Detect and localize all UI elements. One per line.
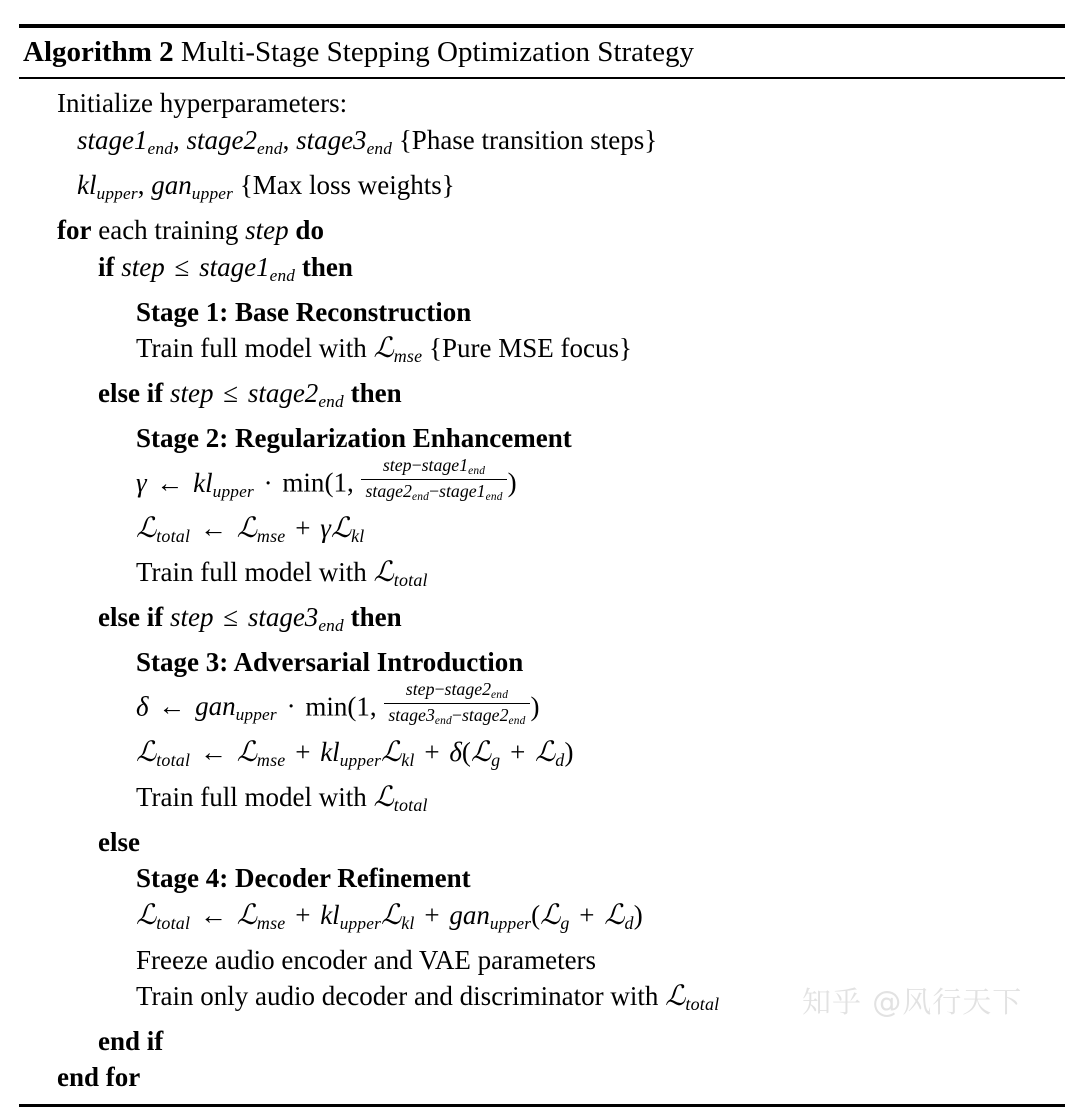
symbol-stage3end: $stage3_{end}$ bbox=[296, 124, 393, 158]
operator-arrow-5: ← bbox=[199, 899, 227, 930]
line-end-for bbox=[19, 1059, 1065, 1096]
comma-2: , bbox=[282, 124, 290, 155]
line-stage4-title bbox=[19, 860, 1065, 897]
keyword-for: for bbox=[57, 215, 92, 246]
symbol-stage2end-cond: $stage2_{end}$ bbox=[247, 378, 344, 411]
lparen-1: ( bbox=[324, 467, 334, 498]
comma-3: , bbox=[137, 169, 145, 200]
stage1-train-text: Train full model with bbox=[136, 333, 367, 364]
line-stage1-title bbox=[19, 294, 1065, 331]
init-stages-comment: {Phase transition steps} bbox=[398, 124, 658, 155]
symbol-stage1end: $stage1_{end}$ bbox=[77, 124, 174, 158]
init-weights-comment: {Max loss weights} bbox=[239, 169, 455, 200]
symbol-ganupper: gan$_{upper}$ bbox=[151, 169, 234, 203]
stage4-train-text: Train only audio decoder and discriminator with bbox=[136, 981, 659, 1012]
symbol-Ld-2: ℒ$_d$ bbox=[604, 899, 634, 933]
fraction-denominator: $stage2_{end}-stage1_{end}$ bbox=[365, 481, 503, 504]
line-stage4-loss bbox=[19, 897, 1065, 942]
lparen-3: ( bbox=[461, 736, 471, 767]
line-stage2-loss bbox=[19, 510, 1065, 555]
comma-5: , bbox=[369, 691, 377, 722]
keyword-elseif-1: else if bbox=[98, 378, 164, 409]
line-elseif-stage2 bbox=[19, 375, 1065, 420]
line-for bbox=[19, 212, 1065, 249]
symbol-step-2: step bbox=[169, 378, 214, 409]
symbol-step-3: step bbox=[169, 601, 214, 632]
line-init-weights bbox=[19, 167, 1065, 212]
line-stage3-train bbox=[19, 779, 1065, 824]
line-stage4-freeze bbox=[19, 942, 1065, 979]
symbol-gamma-coeff: γ bbox=[320, 512, 331, 543]
symbol-Lkl-2: ℒ$_{kl}$ bbox=[380, 736, 415, 770]
fraction-numerator: $step-stage2_{end}$ bbox=[384, 679, 529, 704]
algorithm-label: Algorithm 2 bbox=[23, 36, 174, 68]
symbol-Lmse-2: ℒ$_{mse}$ bbox=[236, 512, 286, 546]
algorithm-body bbox=[19, 79, 1065, 1100]
operator-plus-7: + bbox=[579, 899, 595, 930]
stage3-title-text: Stage 3: Adversarial Introduction bbox=[136, 647, 524, 678]
symbol-step-1: step bbox=[121, 251, 165, 282]
fraction-numerator: $step-stage1_{end}$ bbox=[361, 455, 506, 480]
watermark: 知乎 @风行天下 bbox=[802, 985, 1023, 1019]
keyword-end-if: end if bbox=[98, 1025, 164, 1056]
fraction-stage2-ramp bbox=[361, 455, 506, 504]
symbol-Ltotal-2: ℒ$_{total}$ bbox=[373, 557, 428, 591]
stage4-title-text: Stage 4: Decoder Refinement bbox=[136, 863, 471, 894]
operator-leq-3: ≤ bbox=[223, 601, 239, 632]
stage3-train-text: Train full model with bbox=[136, 782, 367, 813]
operator-plus-3: + bbox=[424, 736, 440, 767]
function-min-1: min bbox=[282, 467, 325, 498]
rparen-2: ) bbox=[530, 691, 540, 722]
keyword-if: if bbox=[98, 251, 115, 282]
symbol-Lmse-4: ℒ$_{mse}$ bbox=[236, 899, 286, 933]
symbol-Lmse-1: ℒ$_{mse}$ bbox=[373, 333, 423, 367]
symbol-Lmse-3: ℒ$_{mse}$ bbox=[236, 736, 286, 770]
keyword-then-2: then bbox=[350, 378, 402, 409]
line-else bbox=[19, 824, 1065, 861]
line-stage2-title bbox=[19, 420, 1065, 457]
symbol-klupper-gamma: $kl_{upper}$ bbox=[193, 467, 254, 501]
keyword-then-3: then bbox=[350, 601, 402, 632]
symbol-Lkl-1: ℒ$_{kl}$ bbox=[330, 512, 365, 546]
fraction-stage3-ramp bbox=[384, 679, 529, 728]
symbol-ganupper-s4: gan$_{upper}$ bbox=[449, 899, 532, 933]
line-stage3-loss bbox=[19, 734, 1065, 779]
symbol-klupper: $kl_{upper}$ bbox=[77, 169, 138, 203]
stage4-freeze-text: Freeze audio encoder and VAE parameters bbox=[136, 944, 597, 975]
symbol-Ltotal-4: ℒ$_{total}$ bbox=[373, 782, 428, 816]
line-init-header bbox=[19, 85, 1065, 122]
symbol-delta-coeff: δ bbox=[449, 736, 462, 767]
line-stage2-gamma bbox=[19, 457, 1065, 510]
line-stage3-delta bbox=[19, 678, 1065, 734]
symbol-stage1end-cond: $stage1_{end}$ bbox=[199, 251, 296, 285]
for-text: each training bbox=[98, 215, 239, 246]
line-init-stages bbox=[19, 122, 1065, 167]
line-end-if bbox=[19, 1023, 1065, 1060]
symbol-stage2end: $stage2_{end}$ bbox=[186, 124, 283, 158]
line-if-stage1 bbox=[19, 249, 1065, 294]
symbol-Ld-1: ℒ$_d$ bbox=[535, 736, 565, 770]
symbol-Ltotal-3: ℒ$_{total}$ bbox=[136, 736, 191, 770]
lparen-4: ( bbox=[531, 899, 541, 930]
line-stage3-title bbox=[19, 644, 1065, 681]
operator-plus-4: + bbox=[510, 736, 526, 767]
number-one-2: 1 bbox=[356, 691, 370, 722]
operator-arrow-3: ← bbox=[158, 691, 186, 722]
symbol-gamma: γ bbox=[136, 467, 147, 498]
stage2-train-text: Train full model with bbox=[136, 557, 367, 588]
algorithm-name: Multi-Stage Stepping Optimization Strategy bbox=[180, 36, 694, 68]
symbol-delta: δ bbox=[136, 691, 149, 722]
stage1-title-text: Stage 1: Base Reconstruction bbox=[136, 296, 472, 327]
init-header-text: Initialize hyperparameters: bbox=[57, 88, 348, 118]
line-stage2-train bbox=[19, 554, 1065, 599]
keyword-do: do bbox=[295, 215, 324, 246]
symbol-klupper-s3: $kl_{upper}$ bbox=[320, 736, 381, 770]
function-min-2: min bbox=[305, 691, 348, 722]
operator-arrow-4: ← bbox=[199, 736, 227, 767]
number-one-1: 1 bbox=[333, 467, 347, 498]
line-elseif-stage3 bbox=[19, 599, 1065, 644]
symbol-Ltotal-6: ℒ$_{total}$ bbox=[665, 981, 720, 1015]
operator-plus-1: + bbox=[295, 512, 311, 543]
rparen-1: ) bbox=[507, 467, 517, 498]
symbol-Lkl-3: ℒ$_{kl}$ bbox=[380, 899, 415, 933]
lparen-2: ( bbox=[347, 691, 357, 722]
line-stage1-train bbox=[19, 330, 1065, 375]
symbol-Lg-1: ℒ$_g$ bbox=[470, 736, 501, 770]
operator-plus-5: + bbox=[295, 899, 311, 930]
comma-4: , bbox=[346, 467, 354, 498]
operator-plus-6: + bbox=[424, 899, 440, 930]
stage2-title-text: Stage 2: Regularization Enhancement bbox=[136, 423, 572, 454]
symbol-Ltotal-1: ℒ$_{total}$ bbox=[136, 512, 191, 546]
keyword-end-for: end for bbox=[57, 1062, 141, 1093]
operator-plus-2: + bbox=[295, 736, 311, 767]
algorithm-title bbox=[19, 28, 1065, 76]
keyword-then-1: then bbox=[301, 251, 353, 282]
symbol-Ltotal-5: ℒ$_{total}$ bbox=[136, 899, 191, 933]
algorithm-block bbox=[19, 24, 1065, 1107]
operator-leq-2: ≤ bbox=[223, 378, 239, 409]
keyword-else: else bbox=[98, 826, 140, 857]
keyword-elseif-2: else if bbox=[98, 601, 164, 632]
operator-leq-1: ≤ bbox=[174, 251, 190, 282]
fraction-denominator: $stage3_{end}-stage2_{end}$ bbox=[388, 705, 526, 728]
operator-cdot-1: · bbox=[263, 467, 273, 498]
symbol-klupper-s4: $kl_{upper}$ bbox=[320, 899, 381, 933]
comma-1: , bbox=[173, 124, 180, 155]
operator-arrow-2: ← bbox=[199, 512, 227, 543]
operator-arrow-1: ← bbox=[156, 467, 184, 498]
symbol-step-for: step bbox=[245, 215, 289, 246]
stage1-comment: {Pure MSE focus} bbox=[429, 333, 632, 364]
operator-cdot-2: · bbox=[286, 691, 296, 722]
symbol-ganupper-delta: gan$_{upper}$ bbox=[195, 691, 277, 725]
symbol-stage3end-cond: $stage3_{end}$ bbox=[247, 601, 344, 635]
rparen-4: ) bbox=[633, 899, 643, 930]
rparen-3: ) bbox=[564, 736, 574, 767]
symbol-Lg-2: ℒ$_g$ bbox=[540, 899, 570, 933]
